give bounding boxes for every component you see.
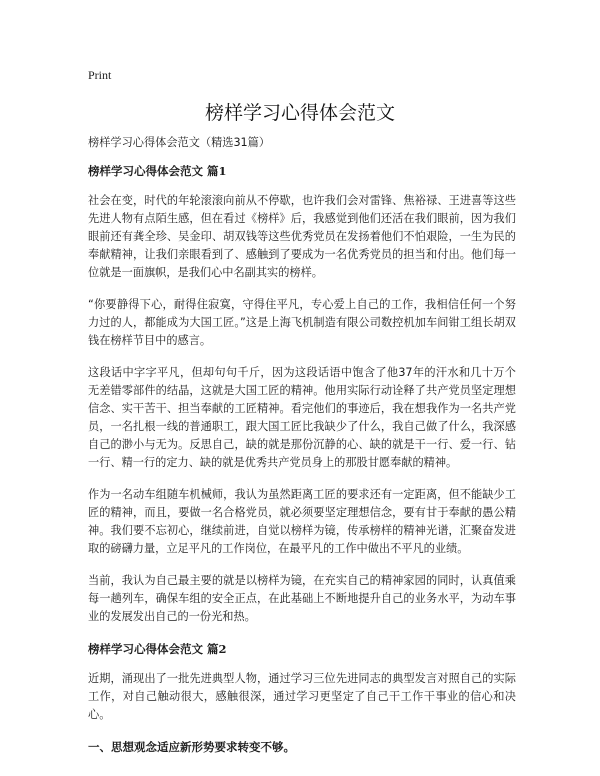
paragraph: 近期，涌现出了一批先进典型人物，通过学习三位先进同志的典型发言对照自己的实际工作，对自己触动很大，感触很深，通过学习更坚定了自己干工作干事业的信心和决心。 (88, 672, 516, 721)
paragraph: 作为一名动车组随车机械师，我认为虽然距离工匠的要求还有一定距离，但不能缺少工匠的精神，而且，要做一名合格党员，就必须要坚定理想信念，要有甘于奉献的愚公精神。我们要不忘初心，继续前进，自觉以榜样为镜，传承榜样的精神光谱，汇聚奋发进取的磅礴力量，立足平凡的工作岗位，在最平凡的工作中做出不平凡的业绩。 (88, 488, 516, 555)
document-title: 榜样学习心得体会范文 (204, 102, 395, 124)
section-heading-2: 榜样学习心得体会范文 篇2 (88, 642, 227, 656)
paragraph: “你要静得下心，耐得住寂寞，守得住平凡，专心爱上自己的工作，我相信任何一个努力过的人，都能成为大国工匠。”这是上海飞机制造有限公司数控机加车间钳工组长胡双钱在榜样节目中的感言。 (88, 298, 516, 347)
paragraph: 这段话中字字平凡，但却句句千斤，因为这段话语中饱含了他37年的汗水和几十万个无差错零部件的结晶，这就是大国工匠的精神。他用实际行动诠释了共产党员坚定理想信念、实干苦干、担当奉献的工匠精神。看完他们的事迹后，我在想我作为一名共产党员，一名扎根一线的普通职工，跟大国工匠比我缺少了什么，我自己做了什么，我深感自己的渺小与无为。反思自己，缺的就是那份沉静的心、缺的就是干一行、爱一行、钻一行、精一行的定力、缺的就是优秀共产党员身上的那股甘愿奉献的精神。 (88, 366, 516, 469)
document-body (88, 134, 516, 756)
paragraph: 当前，我认为自己最主要的就是以榜样为镜，在充实自己的精神家园的同时，认真值乘每一趟列车，确保车组的安全正点，在此基础上不断地提升自己的业务水平，为动车事业的发展发出自己的一份光和热。 (88, 574, 516, 623)
print-label[interactable]: Print (88, 68, 112, 82)
paragraph: 社会在变，时代的年轮滚滚向前从不停歇，也许我们会对雷锋、焦裕禄、王进喜等这些先进人物有点陌生感，但在看过《榜样》后，我感觉到他们还活在我们眼前，因为我们眼前还有龚全珍、吴金印、胡双钱等这些优秀党员在发扬着他们不怕艰险，一生为民的奉献精神，让我们亲眼看到了、感触到了要成为一名优秀党员的担当和付出。他们每一位就是一面旗帜，是我们心中名副其实的榜样。 (88, 194, 516, 279)
section-heading-1: 榜样学习心得体会范文 篇1 (88, 164, 227, 178)
document-subtitle: 榜样学习心得体会范文（精选31篇） (88, 136, 271, 149)
bold-subheading: 一、思想观念适应新形势要求转变不够。 (88, 740, 295, 754)
